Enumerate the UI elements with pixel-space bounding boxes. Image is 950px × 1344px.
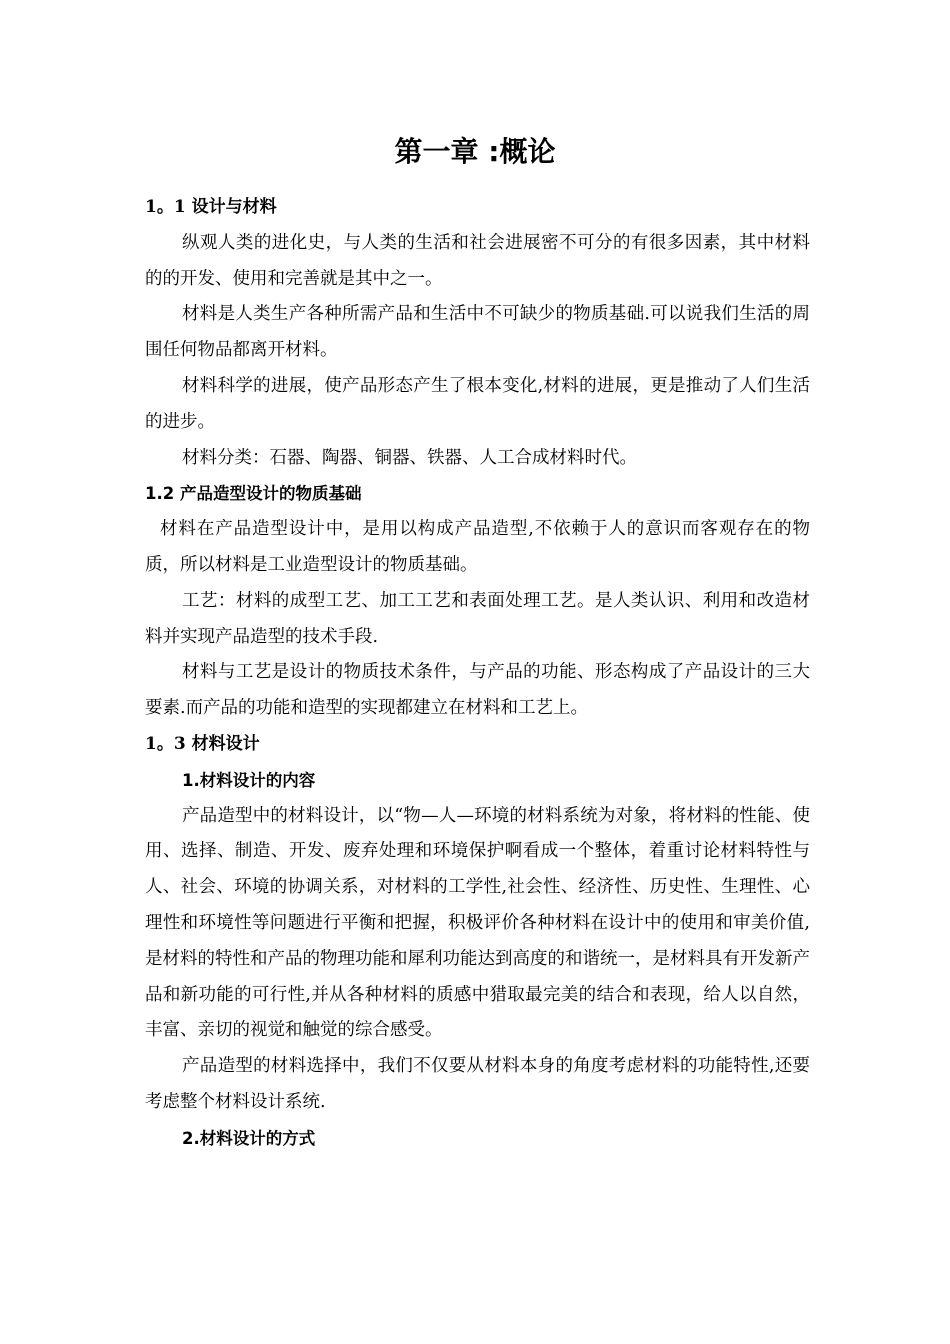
- subsection-heading-method: 2.材料设计的方式: [182, 1128, 316, 1148]
- paragraph: 材料与工艺是设计的物质技术条件，与产品的功能、形态构成了产品设计的三大要素.而产品的功能和造型的实现都建立在材料和工艺上。: [145, 662, 810, 719]
- paragraph: 材料在产品造型设计中，是用以构成产品造型,不依赖于人的意识而客观存在的物质，所以材料是工业造型设计的物质基础。: [145, 519, 810, 575]
- paragraph: 纵观人类的进化史，与人类的生活和社会进展密不可分的有很多因素，其中材料的的开发、使用和完善就是其中之一。: [145, 232, 810, 289]
- paragraph: 产品造型的材料选择中，我们不仅要从材料本身的角度考虑材料的功能特性,还要考虑整个材料设计系统.: [145, 1056, 810, 1112]
- document-body: [145, 190, 810, 1157]
- section-heading-1-1: 1。1 设计与材料: [145, 197, 277, 217]
- chapter-title: 第一章 :概论: [394, 135, 556, 168]
- section-heading-1-2: 1.2 产品造型设计的物质基础: [145, 484, 362, 504]
- subsection-heading-content: 1.材料设计的内容: [182, 770, 316, 790]
- paragraph: 产品造型中的材料设计，以“物—人—环境的材料系统为对象，将材料的性能、使用、选择、制造、开发、废弃处理和环境保护啊看成一个整体，着重讨论材料特性与人、社会、环境的协调关系，对材料的工学性,社会性、经济性、历史性、生理性、心理性和环境性等问题进行平衡和把握，积极评价各种材料在设计中的使用和审美价值,是材料的特性和产品的物理功能和犀利功能达到高度的和谐统一，是材料具有开发新产品和新功能的可行性,并从各种材料的质感中猎取最完美的结合和表现，给人以自然，丰富、亲切的视觉和触觉的综合感受。: [145, 805, 810, 1041]
- paragraph: 材料分类：石器、陶器、铜器、铁器、人工合成材料时代。: [182, 447, 637, 468]
- paragraph: 材料是人类生产各种所需产品和生活中不可缺少的物质基础.可以说我们生活的周围任何物品都离开材料。: [145, 304, 810, 361]
- paragraph: 材料科学的进展，使产品形态产生了根本变化,材料的进展，更是推动了人们生活的进步。: [145, 375, 810, 432]
- section-heading-1-3: 1。3 材料设计: [145, 733, 260, 754]
- paragraph: 工艺：材料的成型工艺、加工工艺和表面处理工艺。是人类认识、利用和改造材料并实现产品造型的技术手段.: [145, 590, 810, 647]
